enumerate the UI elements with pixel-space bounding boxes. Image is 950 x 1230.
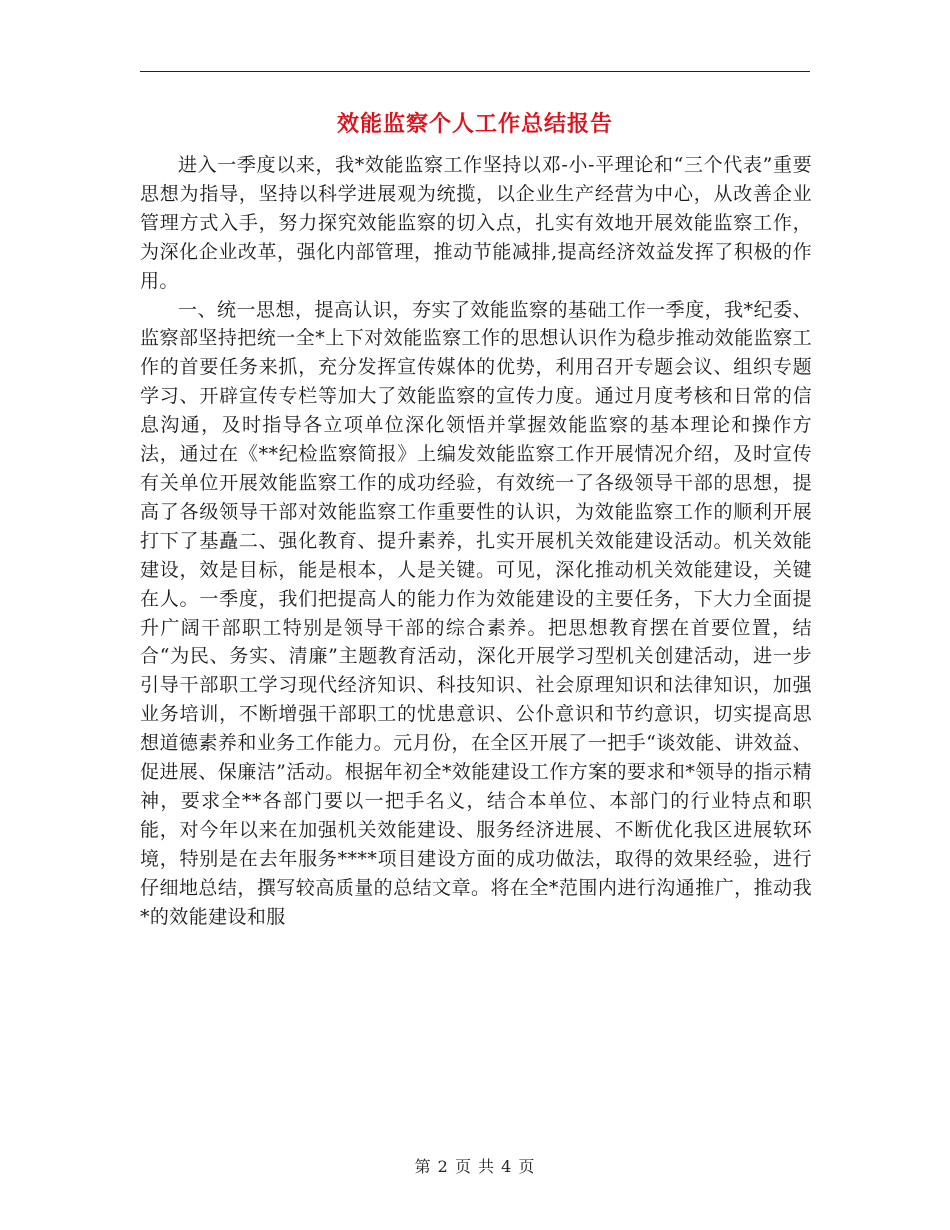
document-title: 效能监察个人工作总结报告 [336, 111, 613, 137]
paragraph-intro: 进入一季度以来，我*效能监察工作坚持以邓-小-平理论和“三个代表”重要思想为指导，坚持以科学进展观为统揽，以企业生产经营为中心，从改善企业管理方式入手，努力探究效能监察的切入点，扎实有效地开展效能监察工作，为深化企业改革，强化内部管理，推动节能减排,提高经济效益发挥了积极的作用。 [140, 154, 812, 292]
footer-current-page: 2 [437, 1157, 449, 1176]
page-footer [0, 1154, 950, 1177]
paragraph-section-one: 一、统一思想，提高认识，夯实了效能监察的基础工作一季度，我*纪委、监察部坚持把统一全*上下对效能监察工作的思想认识作为稳步推动效能监察工作的首要任务来抓，充分发挥宣传媒体的优势，利用召开专题会议、组织专题学习、开辟宣传专栏等加大了效能监察的宣传力度。通过月度考核和日常的信息沟通，及时指导各立项单位深化领悟并掌握效能监察的基本理论和操作方法，通过在《**纪检监察简报》上编发效能监察工作开展情况介绍，及时宣传有关单位开展效能监察工作的成功经验，有效统一了各级领导干部的思想，提高了各级领导干部对效能监察工作重要性的认识，为效能监察工作的顺利开展打下了基矗二、强化教育、提升素养，扎实开展机关效能建设活动。机关效能建设，效是目标，能是根本，人是关键。可见，深化推动机关效能建设，关键在人。一季度，我们把提高人的能力作为效能建设的主要任务，下大力全面提升广阔干部职工特别是领导干部的综合素养。把思想教育摆在首要位置，结合“为民、务实、清廉”主题教育活动，深化开展学习型机关创建活动，进一步引导干部职工学习现代经济知识、科技知识、社会原理知识和法律知识，加强业务培训，不断增强干部职工的忧患意识、公仆意识和节约意识，切实提高思想道德素养和业务工作能力。元月份，在全区开展了一把手“谈效能、讲效益、促进展、保廉洁”活动。根据年初全*效能建设工作方案的要求和*领导的指示精神，要求全**各部门要以一把手名义，结合本单位、本部门的行业特点和职能，对今年以来在加强机关效能建设、服务经济进展、不断优化我区进展软环境，特别是在去年服务****项目建设方面的成功做法，取得的效果经验，进行仔细地总结，撰写较高质量的总结文章。将在全*范围内进行沟通推广，推动我*的效能建设和服 [140, 298, 812, 928]
document-body [140, 151, 812, 931]
footer-suffix: 页 [518, 1157, 536, 1176]
footer-total-pages: 4 [501, 1157, 513, 1176]
footer-prefix: 第 [414, 1157, 432, 1176]
header-rule [140, 71, 810, 72]
footer-middle: 页 共 [454, 1157, 496, 1176]
